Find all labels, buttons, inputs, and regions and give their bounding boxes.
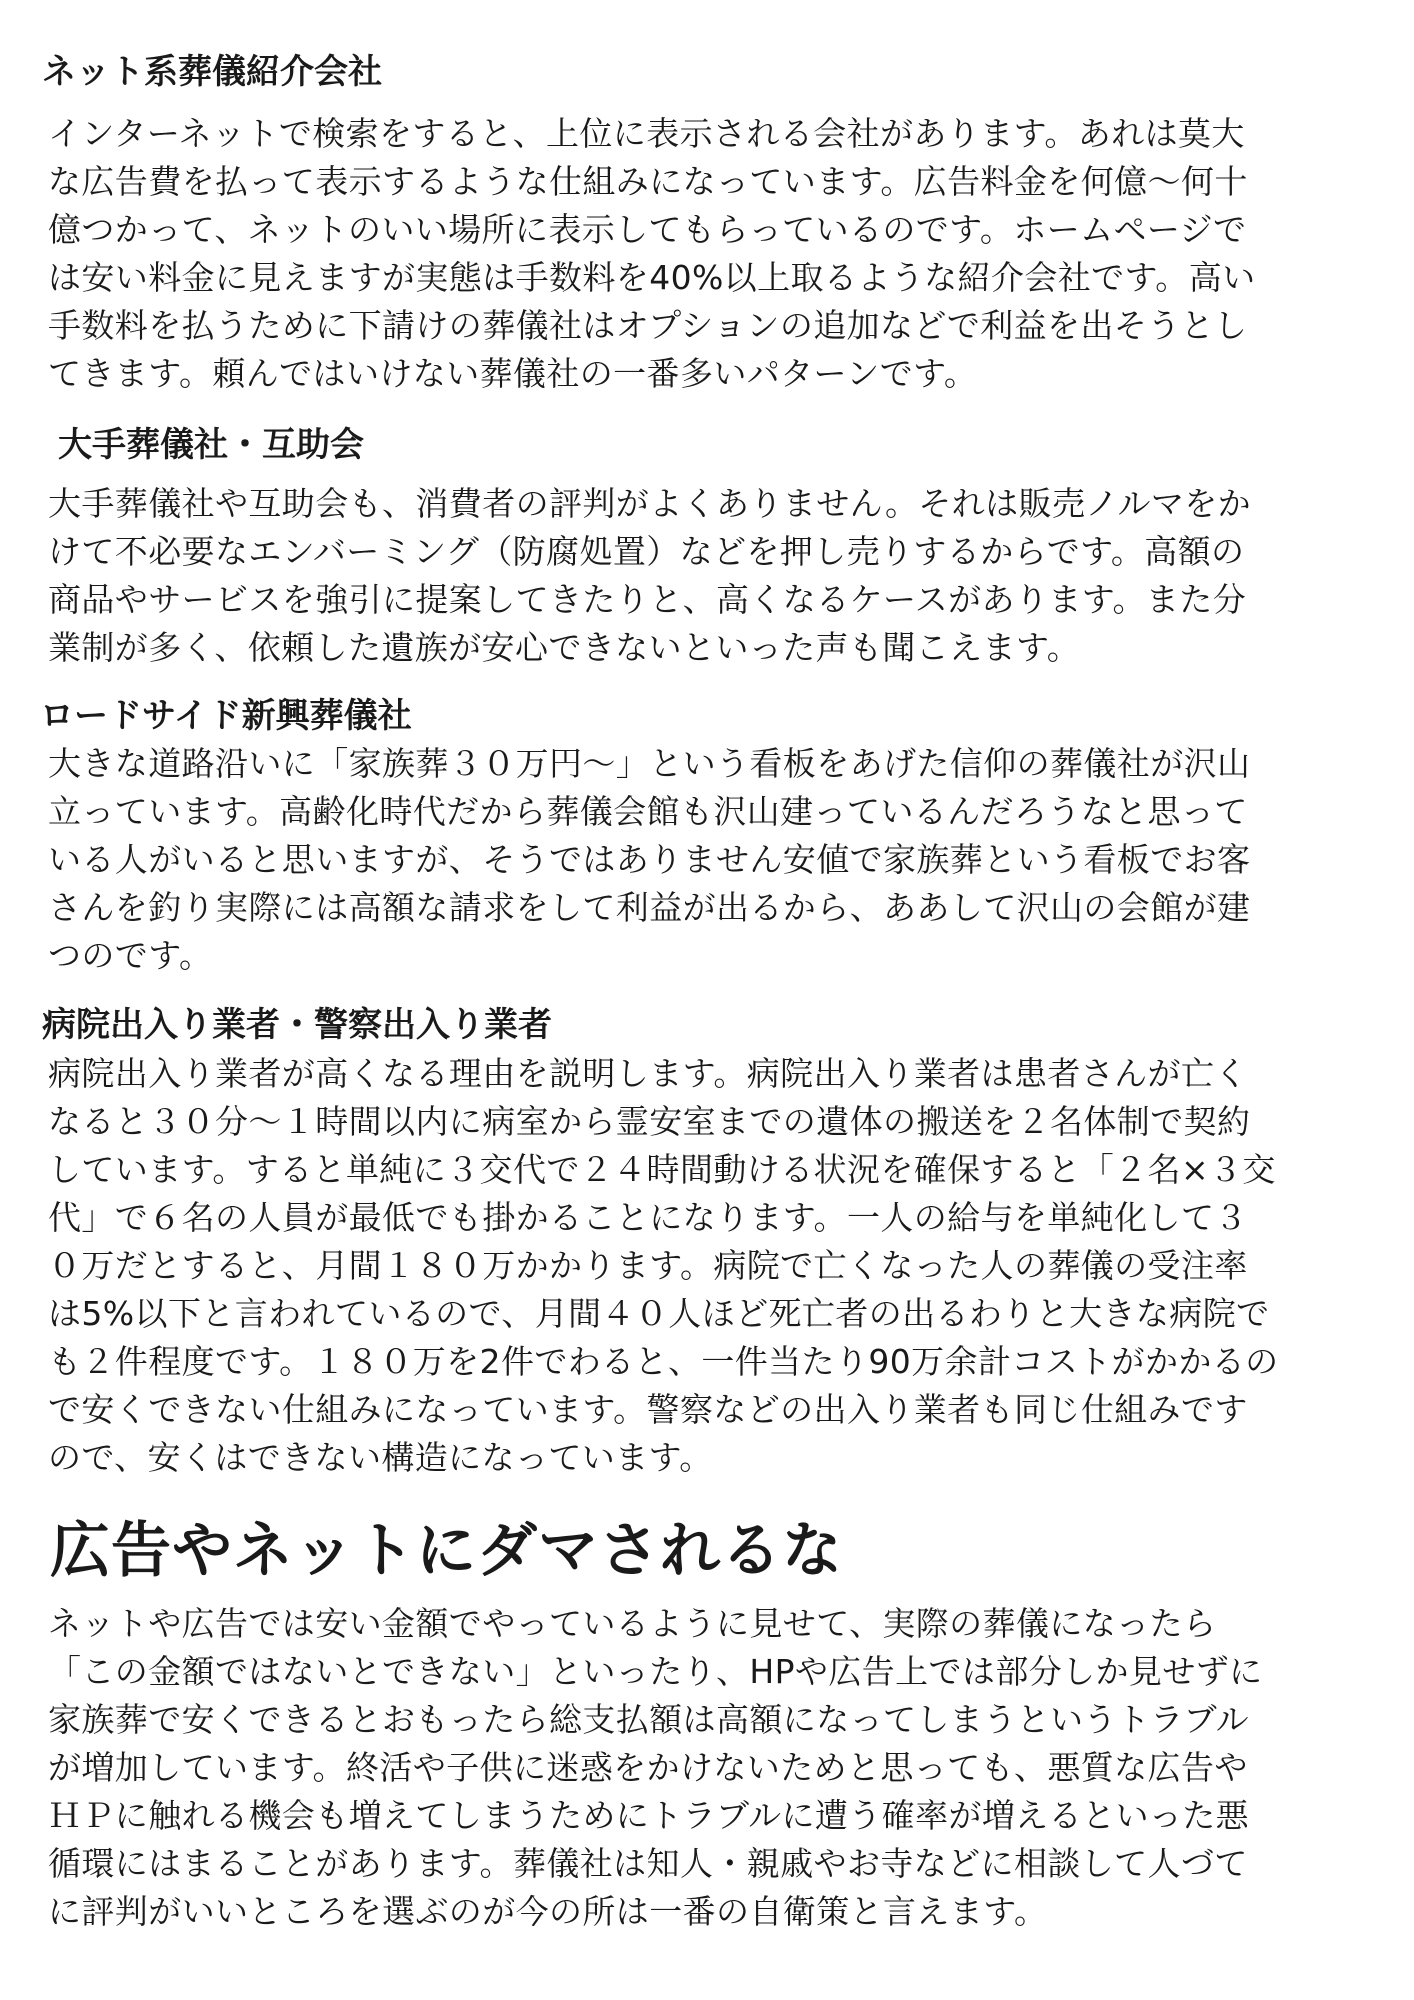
body-line: ＨＰに触れる機会も増えてしまうためにトラブルに遭う確率が増えるといった悪 — [48, 1796, 1250, 1835]
body-line: さんを釣り実際には高額な請求をして利益が出るから、ああして沢山の会館が建 — [48, 888, 1251, 927]
section-body-major-funeral-companies — [48, 480, 1368, 672]
body-line: 商品やサービスを強引に提案してきたりと、高くなるケースがあります。また分 — [48, 580, 1247, 619]
body-line: てきます。頼んではいけない葬儀社の一番多いパターンです。 — [48, 354, 978, 393]
body-line: 代」で６名の人員が最低でも掛かることになります。一人の給与を単純化して３ — [48, 1198, 1248, 1237]
body-line: 病院出入り業者が高くなる理由を説明します。病院出入り業者は患者さんが亡く — [48, 1054, 1248, 1093]
body-line: 「この金額ではないとできない」といったり、HPや広告上では部分しか見せずに — [48, 1652, 1263, 1691]
body-line: に評判がいいところを選ぶのが今の所は一番の自衛策と言えます。 — [48, 1892, 1048, 1931]
body-line: も２件程度です。１８０万を2件でわると、一件当たり90万余計コストがかかるの — [48, 1342, 1279, 1381]
body-line: なると３０分～１時間以内に病室から霊安室までの遺体の搬送を２名体制で契約 — [48, 1102, 1251, 1141]
body-line: 手数料を払うために下請けの葬儀社はオプションの追加などで利益を出そうとし — [48, 306, 1248, 345]
body-line: が増加しています。終活や子供に迷惑をかけないためと思っても、悪質な広告や — [48, 1748, 1248, 1787]
body-line: 大手葬儀社や互助会も、消費者の評判がよくありません。それは販売ノルマをか — [48, 484, 1252, 523]
body-line: は5%以下と言われているので、月間４０人ほど死亡者の出るわりと大きな病院で — [48, 1294, 1270, 1333]
body-line: は安い料金に見えますが実態は手数料を40%以上取るような紹介会社です。高い — [48, 258, 1256, 297]
section-body-hospital-police-vendors — [48, 1050, 1368, 1482]
body-line: 立っています。高齢化時代だから葬儀会館も沢山建っているんだろうなと思って — [48, 792, 1248, 831]
body-line: けて不必要なエンバーミング（防腐処置）などを押し売りするからです。高額の — [48, 532, 1245, 571]
section-heading-major-funeral-companies: 大手葬儀社・互助会 — [58, 425, 364, 465]
body-line: 大きな道路沿いに「家族葬３０万円～」という看板をあげた信仰の葬儀社が沢山 — [48, 744, 1251, 783]
body-line: ０万だとすると、月間１８０万かかります。病院で亡くなった人の葬儀の受注率 — [48, 1246, 1248, 1285]
closing-body — [48, 1600, 1368, 1936]
body-line: 循環にはまることがあります。葬儀社は知人・親戚やお寺などに相談して人づて — [48, 1844, 1248, 1883]
section-body-roadside-funeral-companies — [48, 740, 1368, 980]
section-heading-net-funeral-agency: ネット系葬儀紹介会社 — [42, 52, 382, 92]
body-line: で安くできない仕組みになっています。警察などの出入り業者も同じ仕組みです — [48, 1390, 1248, 1429]
body-line: 業制が多く、依頼した遺族が安心できないといった声も聞こえます。 — [48, 628, 1081, 667]
body-line: 億つかって、ネットのいい場所に表示してもらっているのです。ホームページで — [48, 210, 1247, 249]
section-body-net-funeral-agency — [48, 110, 1368, 398]
body-line: ので、安くはできない構造になっています。 — [48, 1438, 713, 1477]
body-line: インターネットで検索をすると、上位に表示される会社があります。あれは莫大 — [48, 114, 1245, 153]
section-heading-hospital-police-vendors: 病院出入り業者・警察出入り業者 — [42, 1005, 552, 1045]
body-line: いる人がいると思いますが、そうではありません安値で家族葬という看板でお客 — [48, 840, 1251, 879]
body-line: 家族葬で安くできるとおもったら総支払額は高額になってしまうというトラブル — [48, 1700, 1250, 1739]
body-line: な広告費を払って表示するような仕組みになっています。広告料金を何億～何十 — [48, 162, 1248, 201]
body-line: ネットや広告では安い金額でやっているように見せて、実際の葬儀になったら — [48, 1604, 1217, 1643]
body-line: しています。すると単純に３交代で２４時間動ける状況を確保すると「２名×３交 — [48, 1150, 1276, 1189]
section-heading-roadside-funeral-companies: ロードサイド新興葬儀社 — [40, 696, 412, 736]
body-line: つのです。 — [48, 936, 213, 975]
closing-heading: 広告やネットにダマされるな — [50, 1516, 843, 1586]
